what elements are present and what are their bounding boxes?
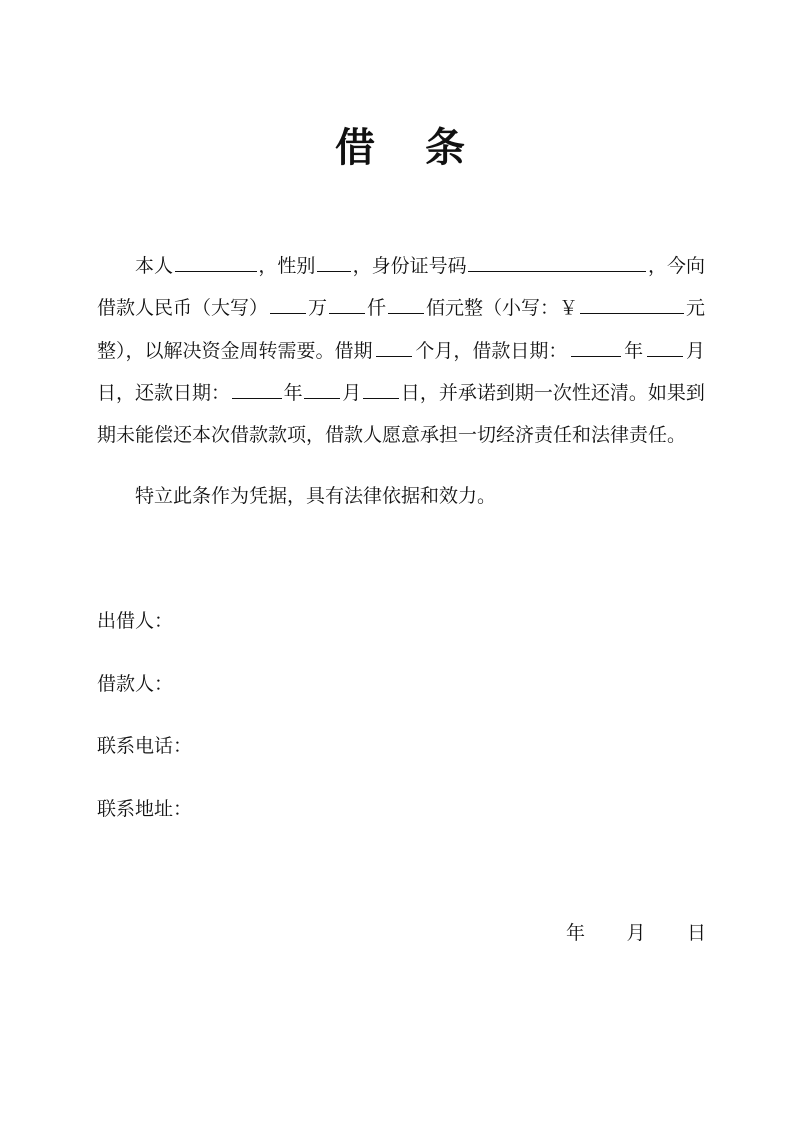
amount-bai-blank[interactable] bbox=[388, 293, 424, 314]
date-year: 年 bbox=[566, 922, 586, 944]
text-to: ，今向 bbox=[647, 255, 705, 277]
text-wan: 万 bbox=[307, 297, 327, 319]
loan-month-blank[interactable] bbox=[647, 336, 683, 357]
text-self: 本人 bbox=[135, 255, 174, 277]
text-repay-month: 月 bbox=[342, 382, 362, 404]
date-month: 月 bbox=[626, 922, 646, 944]
text-basis: 特立此条作为凭据，具有法律依据和效力。 bbox=[135, 485, 497, 507]
text-loan-date-label: 个月，借款日期： bbox=[415, 340, 568, 362]
amount-wan-blank[interactable] bbox=[270, 293, 306, 314]
loan-term-blank[interactable] bbox=[376, 336, 412, 357]
repay-day-blank[interactable] bbox=[363, 378, 399, 399]
text-repay-date-label: 日，还款日期： bbox=[97, 382, 231, 404]
para1-line5: 期未能偿还本次借款款项，借款人愿意承担一切经济责任和法律责任。 bbox=[97, 424, 687, 446]
text-loan-year: 年 bbox=[624, 340, 644, 362]
text-amount-lower-label: 佰元整（小写：￥ bbox=[425, 297, 578, 319]
document-title: 借 条 bbox=[335, 124, 483, 171]
para1-line3 bbox=[97, 336, 705, 365]
date-line bbox=[566, 919, 706, 947]
address-label: 联系地址： bbox=[97, 798, 193, 820]
para1-line4 bbox=[97, 378, 705, 407]
text-purpose: 整），以解决资金周转需要。借期 bbox=[97, 340, 373, 362]
para1-line1 bbox=[97, 251, 705, 280]
amount-numeric-blank[interactable] bbox=[580, 293, 684, 314]
text-gender-label: ，性别 bbox=[258, 255, 316, 277]
loan-year-blank[interactable] bbox=[571, 336, 621, 357]
lender-label: 出借人： bbox=[97, 610, 174, 632]
text-loan-month: 月 bbox=[685, 340, 705, 362]
gender-blank[interactable] bbox=[317, 251, 351, 272]
text-repay-year: 年 bbox=[283, 382, 303, 404]
text-amount-upper-label: 借款人民币（大写） bbox=[97, 297, 269, 319]
borrower-label: 借款人： bbox=[97, 673, 174, 695]
name-blank[interactable] bbox=[175, 251, 257, 272]
phone-label: 联系电话： bbox=[97, 735, 193, 757]
para1-line2 bbox=[97, 293, 705, 322]
text-qian: 仟 bbox=[366, 297, 386, 319]
text-id-label: ，身份证号码 bbox=[352, 255, 467, 277]
para2 bbox=[97, 482, 705, 510]
text-yuan: 元 bbox=[685, 297, 705, 319]
repay-month-blank[interactable] bbox=[304, 378, 340, 399]
date-day: 日 bbox=[686, 922, 706, 944]
amount-qian-blank[interactable] bbox=[329, 293, 365, 314]
id-number-blank[interactable] bbox=[468, 251, 646, 272]
text-repay-promise: 日，并承诺到期一次性还清。如果到 bbox=[400, 382, 705, 404]
repay-year-blank[interactable] bbox=[232, 378, 282, 399]
